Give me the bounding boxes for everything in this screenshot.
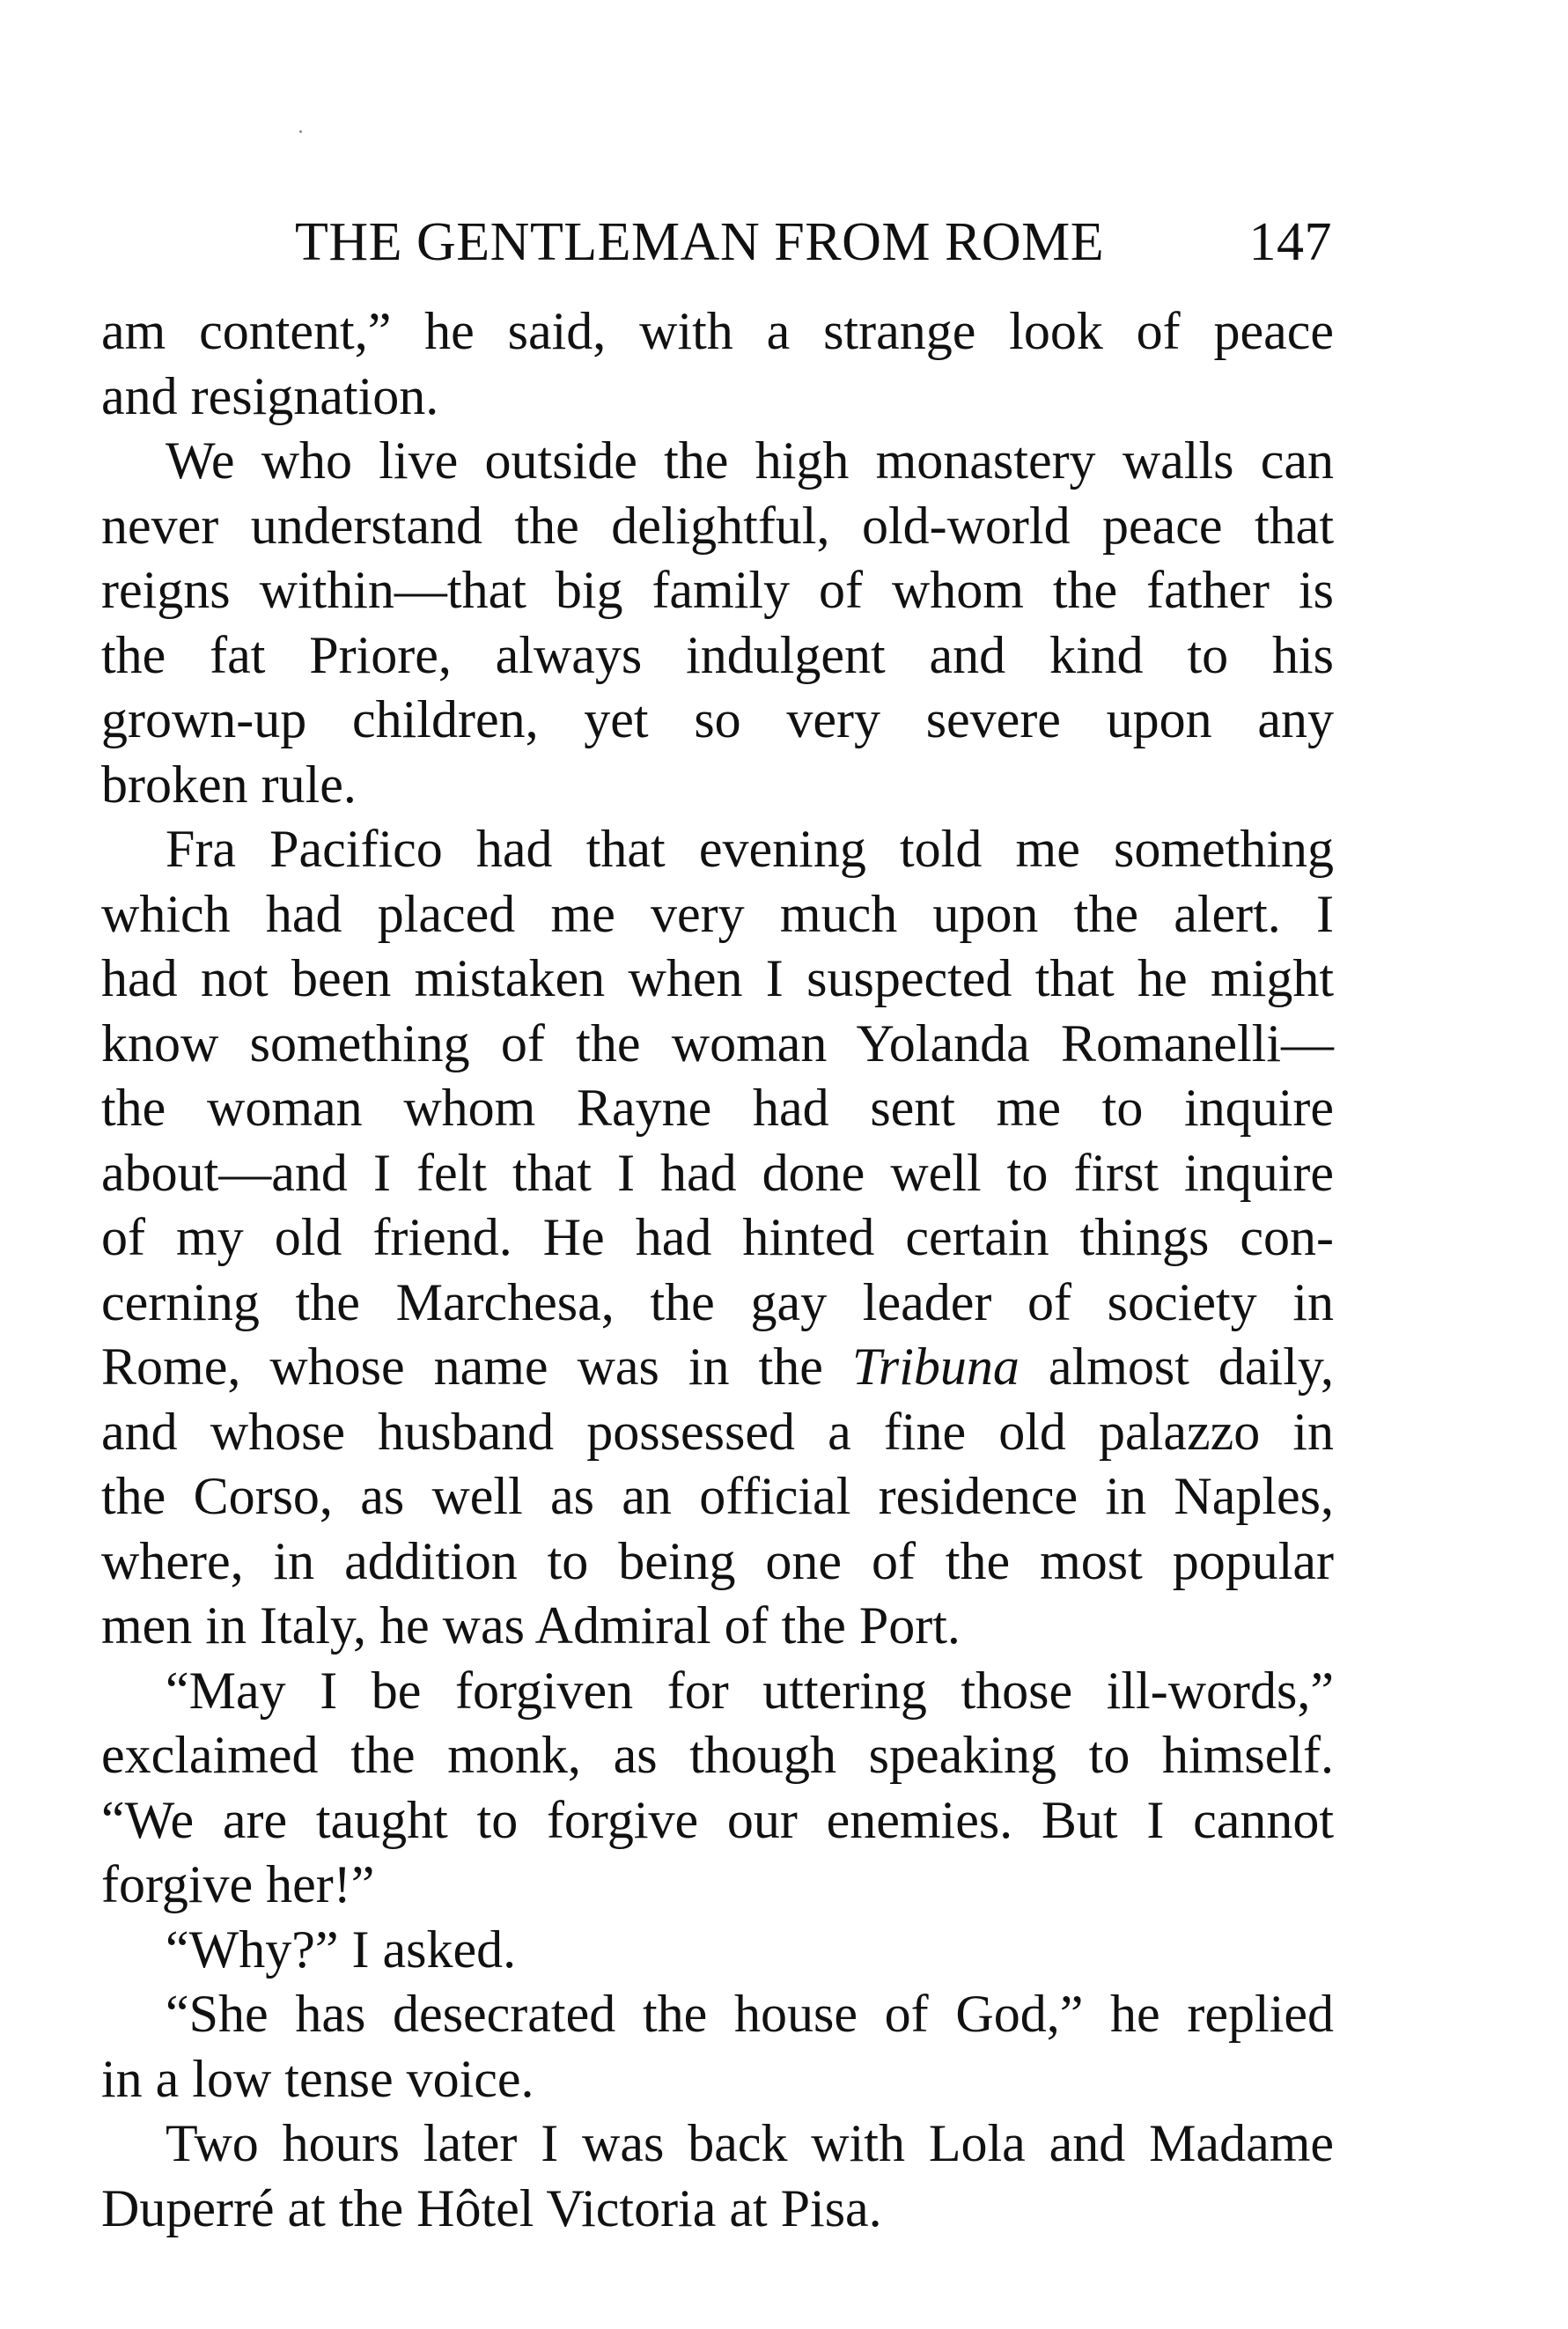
text-line: Fra Pacifico had that evening told me something xyxy=(166,820,1334,878)
text-line: and resignation. xyxy=(101,366,439,425)
text-line: cerning the Marchesa, the gay leader of society in xyxy=(101,1272,1334,1331)
body-text xyxy=(101,299,1334,2241)
text-line: about—and I felt that I had done well to first inquire xyxy=(101,1143,1334,1202)
text-line: “May I be forgiven for uttering those ill-words,” xyxy=(166,1661,1334,1720)
running-header xyxy=(295,203,1332,282)
text-segment: Rome, whose name was in the xyxy=(101,1338,852,1396)
text-line: and whose husband possessed a fine old palazzo in xyxy=(101,1402,1334,1461)
page-number: 147 xyxy=(1248,212,1332,272)
text-line: never understand the delightful, old-world peace that xyxy=(101,496,1334,555)
text-line: Two hours later I was back with Lola and Madame xyxy=(166,2114,1334,2172)
text-line: had not been mistaken when I suspected that he might xyxy=(101,949,1334,1007)
text-line: the Corso, as well as an official residence in Naples, xyxy=(101,1467,1334,1525)
text-line: am content,” he said, with a strange look of peace xyxy=(101,302,1334,360)
text-line: grown-up children, yet so very severe upon any xyxy=(101,690,1334,748)
text-line: know something of the woman Yolanda Romanelli— xyxy=(101,1013,1334,1072)
text-line: the fat Priore, always indulgent and kind to his xyxy=(101,625,1334,684)
text-line: We who live outside the high monastery walls can xyxy=(166,431,1334,490)
text-line: which had placed me very much upon the alert. I xyxy=(101,884,1334,943)
text-segment: almost daily, xyxy=(1019,1338,1334,1396)
text-line: in a low tense voice. xyxy=(101,2049,534,2108)
text-line: the woman whom Rayne had sent me to inquire xyxy=(101,1079,1334,1137)
text-line: exclaimed the monk, as though speaking to himself. xyxy=(101,1726,1334,1784)
running-title: THE GENTLEMAN FROM ROME xyxy=(295,212,1105,272)
text-line: reigns within—that big family of whom the father is xyxy=(101,561,1334,619)
text-line: men in Italy, he was Admiral of the Port. xyxy=(101,1596,961,1655)
text-line: Duperré at the Hôtel Victoria at Pisa. xyxy=(101,2178,882,2237)
text-line: of my old friend. He had hinted certain things con- xyxy=(101,1208,1334,1266)
text-line xyxy=(101,1335,1334,1400)
text-line: forgive her!” xyxy=(101,1855,375,1913)
text-line: where, in addition to being one of the most popular xyxy=(101,1531,1334,1590)
newspaper-title: Tribuna xyxy=(851,1338,1020,1396)
scan-speck xyxy=(299,130,302,133)
text-line: “We are taught to forgive our enemies. But I cannot xyxy=(101,1790,1334,1849)
text-line: “Why?” I asked. xyxy=(166,1920,517,1979)
text-line: “She has desecrated the house of God,” he replied xyxy=(166,1985,1334,2043)
text-line: broken rule. xyxy=(101,755,357,814)
